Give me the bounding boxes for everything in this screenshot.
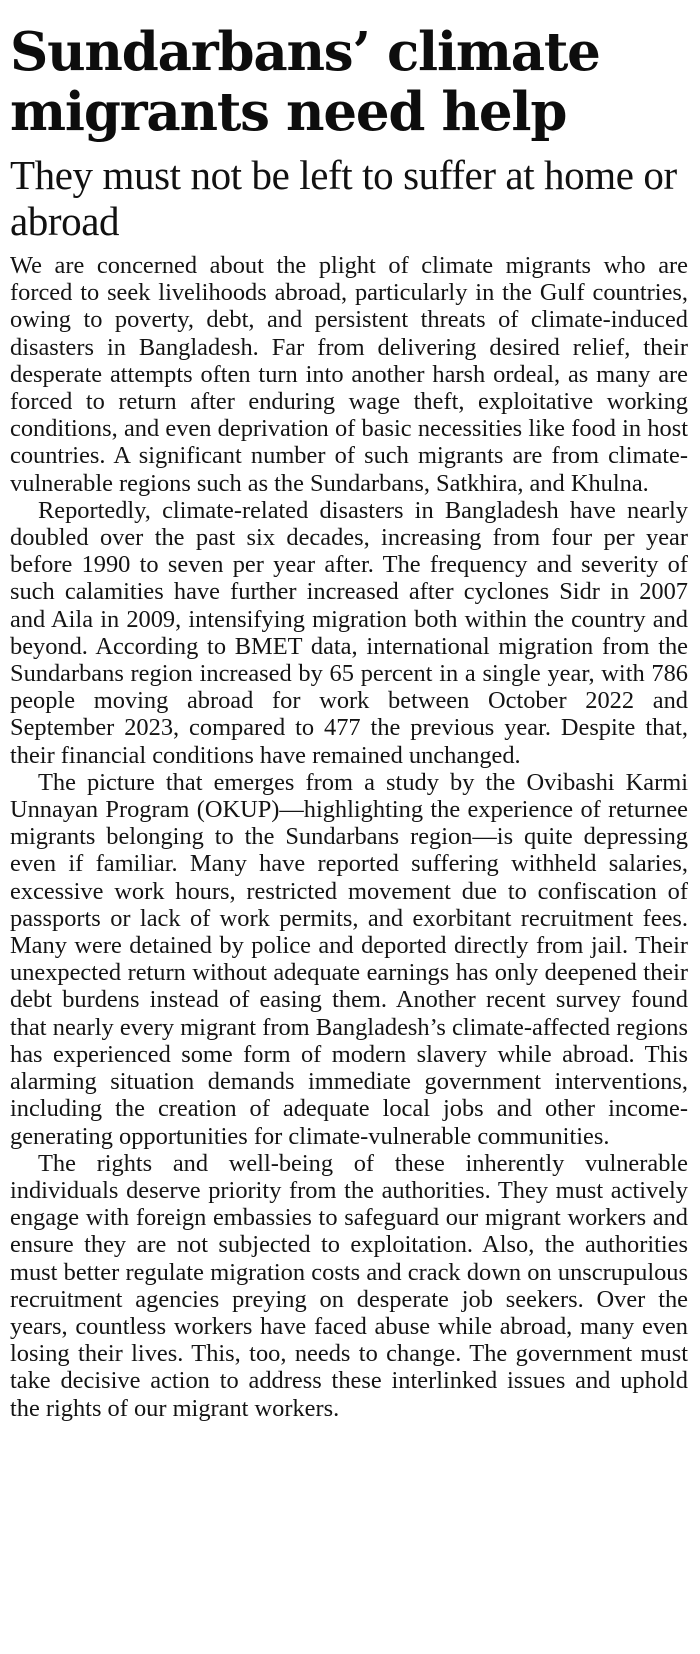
body-paragraph-2: Reportedly, climate-related disasters in Bangladesh have nearly doubled over the past six decades, increasing from four per year before 1990 to seven per year after. The frequency and severity of such calamities have further increased after cyclones Sidr in 2007 and Aila in 2009, intensifying migration both within the country and beyond. According to BMET data, international migration from the Sundarbans region increased by 65 percent in a single year, with 786 people moving abroad for work between October 2022 and September 2023, compared to 477 the previous year. Despite that, their financial conditions have remained unchanged.	[10, 496, 688, 769]
body-paragraph-1: We are concerned about the plight of climate migrants who are forced to seek livelihoods abroad, particularly in the Gulf countries, owing to poverty, debt, and persistent threats of climate-induced disasters in Bangladesh. Far from delivering desired relief, their desperate attempts often turn into another harsh ordeal, as many are forced to return after enduring wage theft, exploitative working conditions, and even deprivation of basic necessities like food in host countries. A significant number of such migrants are from climate-vulnerable regions such as the Sundarbans, Satkhira, and Khulna.	[10, 252, 688, 497]
body-paragraph-3: The picture that emerges from a study by the Ovibashi Karmi Unnayan Program (OKUP)—highlighting the experience of returnee migrants belonging to the Sundarbans region—is quite depressing even if familiar. Many have reported suffering withheld salaries, excessive work hours, restricted movement due to confiscation of passports or lack of work permits, and exorbitant recruitment fees. Many were detained by police and deported directly from jail. Their unexpected return without adequate earnings has only deepened their debt burdens instead of easing them. Another recent survey found that nearly every migrant from Bangladesh’s climate-affected regions has experienced some form of modern slavery while abroad. This alarming situation demands immediate government interventions, including the creation of adequate local jobs and other income-generating opportunities for climate-vulnerable communities.	[10, 768, 688, 1150]
body-paragraph-4: The rights and well-being of these inherently vulnerable individuals deserve priority from the authorities. They must actively engage with foreign embassies to safeguard our migrant workers and ensure they are not subjected to exploitation. Also, the authorities must better regulate migration costs and crack down on unscrupulous recruitment agencies preying on desperate job seekers. Over the years, countless workers have faced abuse while abroad, many even losing their lives. This, too, needs to change. The government must take decisive action to address these interlinked issues and uphold the rights of our migrant workers.	[10, 1149, 688, 1422]
headline: Sundarbans’ climate migrants need help	[10, 21, 600, 143]
article-body	[10, 252, 688, 1422]
subheadline: They must not be left to suffer at home or abroad	[10, 152, 677, 244]
